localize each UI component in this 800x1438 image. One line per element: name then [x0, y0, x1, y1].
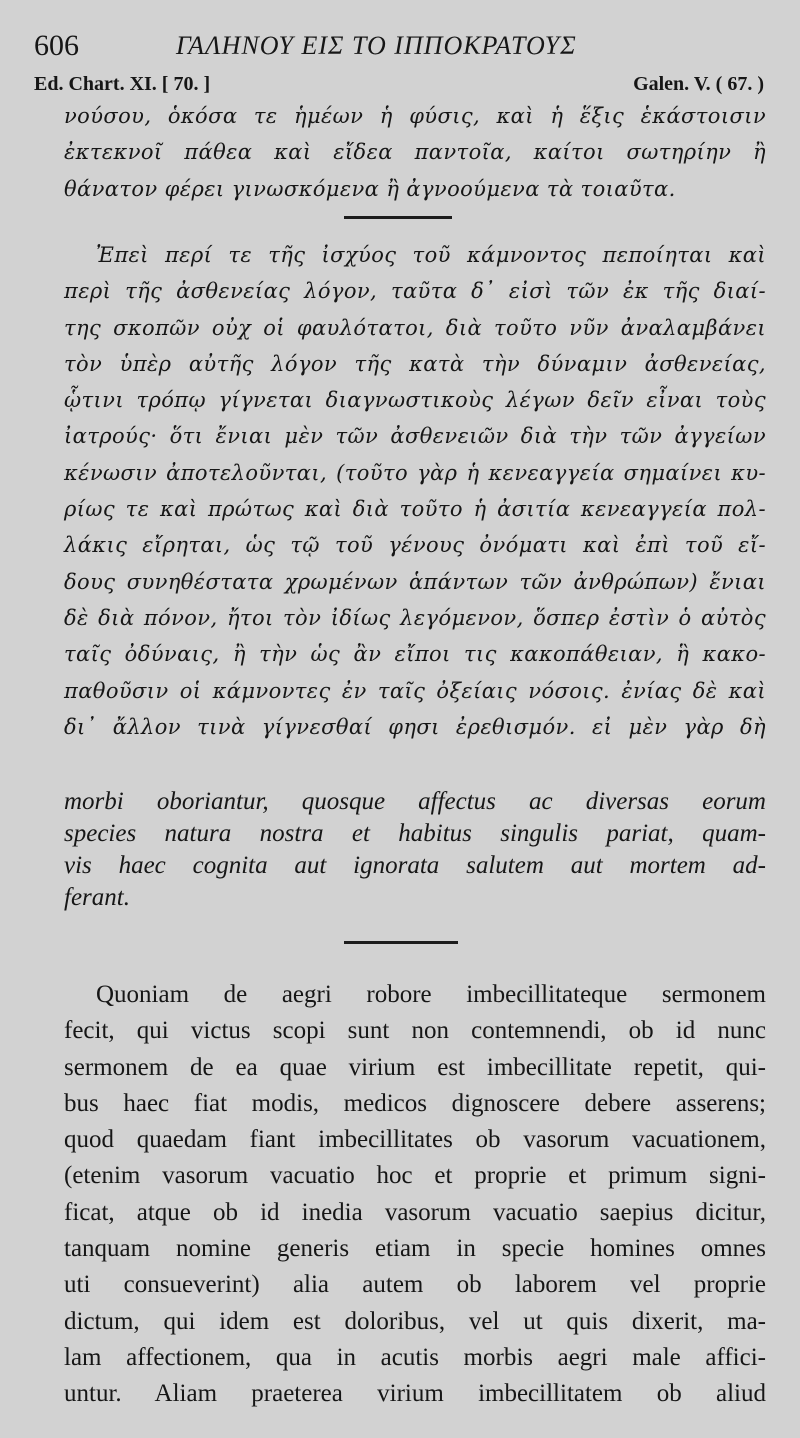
text-line: vis haec cognita aut ignorata salutem aut mortem ad- — [64, 852, 766, 879]
text-line: ᾧτινι τρόπῳ γίγνεται διαγνωστικοὺς λέγων δεῖν εἶναι τοὺς — [64, 388, 766, 413]
text-line: (etenim vasorum vacuatio hoc et proprie et primum signi- — [64, 1162, 766, 1190]
text-line: ferant. — [64, 884, 130, 911]
text-line: ἰατρούς· ὅτι ἔνιαι μὲν τῶν ἀσθενειῶν διὰ τὴν τῶν ἀγγείων — [64, 424, 766, 449]
text-line: ρίως τε καὶ πρώτως καὶ διὰ τοῦτο ἡ ἀσιτία κενεαγγεία πολ- — [64, 497, 766, 522]
text-line: δι᾽ ἄλλον τινὰ γίγνεσθαί φησι ἐρεθισμόν. εἰ μὲν γὰρ δὴ — [64, 714, 766, 739]
greek-commentary-text — [64, 237, 766, 745]
text-line: bus haec fiat modis, medicos dignoscere debere asserens; — [64, 1089, 766, 1117]
text-line: untur. Aliam praeterea virium imbecillitatem ob aliud — [64, 1380, 766, 1408]
text-line: της σκοπῶν οὐχ οἱ φαυλότατοι, διὰ τοῦτο νῦν ἀναλαμβάνει — [64, 315, 766, 340]
text-line: περὶ τῆς ἀσθενείας λόγον, ταῦτα δ᾽ εἰσὶ τῶν ἐκ τῆς διαί- — [64, 279, 766, 304]
text-line: dictum, qui idem est doloribus, vel ut quis dixerit, ma- — [64, 1307, 766, 1335]
text-line: ταῖς ὀδύναις, ἢ τὴν ὡς ἂν εἴποι τις κακοπάθειαν, ἣ κακο- — [64, 642, 766, 667]
section-divider — [344, 216, 452, 219]
text-line: lam affectionem, qua in acutis morbis aegri male affici- — [64, 1343, 766, 1371]
text-line: species natura nostra et habitus singulis pariat, quam- — [64, 820, 766, 847]
text-line: παθοῦσιν οἱ κάμνοντες ἐν ταῖς ὀξείαις νόσοις. ἐνίας δὲ καὶ — [64, 678, 766, 703]
text-line: δὲ διὰ πόνον, ἤτοι τὸν ἰδίως λεγόμενον, ὅσπερ ἐστὶν ὁ αὐτὸς — [64, 605, 766, 630]
greek-aphorism-text — [64, 98, 766, 207]
edition-reference-kuehn: Galen. V. ( 67. ) — [633, 73, 764, 95]
text-line: θάνατον φέρει γινωσκόμενα ἢ ἀγνοούμενα τὰ τοιαῦτα. — [64, 176, 676, 201]
latin-commentary-text — [64, 977, 766, 1413]
text-line: δους συνηθέστατα χρωμένων ἁπάντων τῶν ἀνθρώπων) ἔνιαι — [64, 569, 766, 594]
text-line: fecit, qui victus scopi sunt non contemnendi, ob id nunc — [64, 1017, 766, 1045]
text-line: quod quaedam fiant imbecillitates ob vasorum vacuationem, — [64, 1126, 766, 1154]
running-head: ΓΑΛΗΝΟΥ ΕΙΣ ΤΟ ΙΠΠΟΚΡΑΤΟΥΣ — [176, 31, 577, 60]
edition-reference-chartier: Ed. Chart. XI. [ 70. ] — [34, 73, 211, 95]
section-divider — [344, 941, 458, 944]
latin-aphorism-text — [64, 786, 766, 914]
text-line: sermonem de ea quae virium est imbecillitate repetit, qui- — [64, 1053, 766, 1081]
text-line: Quoniam de aegri robore imbecillitateque sermonem — [96, 981, 766, 1008]
text-line: λάκις εἴρηται, ὡς τῷ τοῦ γένους ὀνόματι καὶ ἐπὶ τοῦ εἴ- — [64, 533, 766, 558]
text-line: ficat, atque ob id inedia vasorum vacuatio saepius dicitur, — [64, 1198, 766, 1226]
text-line: τὸν ὑπὲρ αὐτῆς λόγον τῆς κατὰ τὴν δύναμιν ἀσθενείας, — [64, 351, 766, 376]
text-line: morbi oboriantur, quosque affectus ac diversas eorum — [64, 788, 766, 815]
text-line: uti consueverint) alia autem ob laborem vel proprie — [64, 1271, 766, 1299]
text-line: κένωσιν ἀποτελοῦνται, (τοῦτο γὰρ ἡ κενεαγγεία σημαίνει κυ- — [64, 460, 766, 485]
text-line: tanquam nomine generis etiam in specie homines omnes — [64, 1235, 766, 1263]
page-number: 606 — [34, 29, 79, 62]
text-line: νούσου, ὁκόσα τε ἡμέων ἡ φύσις, καὶ ἡ ἕξις ἑκάστοισιν — [64, 104, 766, 128]
text-line: Ἐπεὶ περί τε τῆς ἰσχύος τοῦ κάμνοντος πεποίηται καὶ — [96, 243, 766, 267]
text-line: ἐκτεκνοῖ πάθεα καὶ εἴδεα παντοῖα, καίτοι σωτηρίην ἢ — [64, 140, 766, 165]
